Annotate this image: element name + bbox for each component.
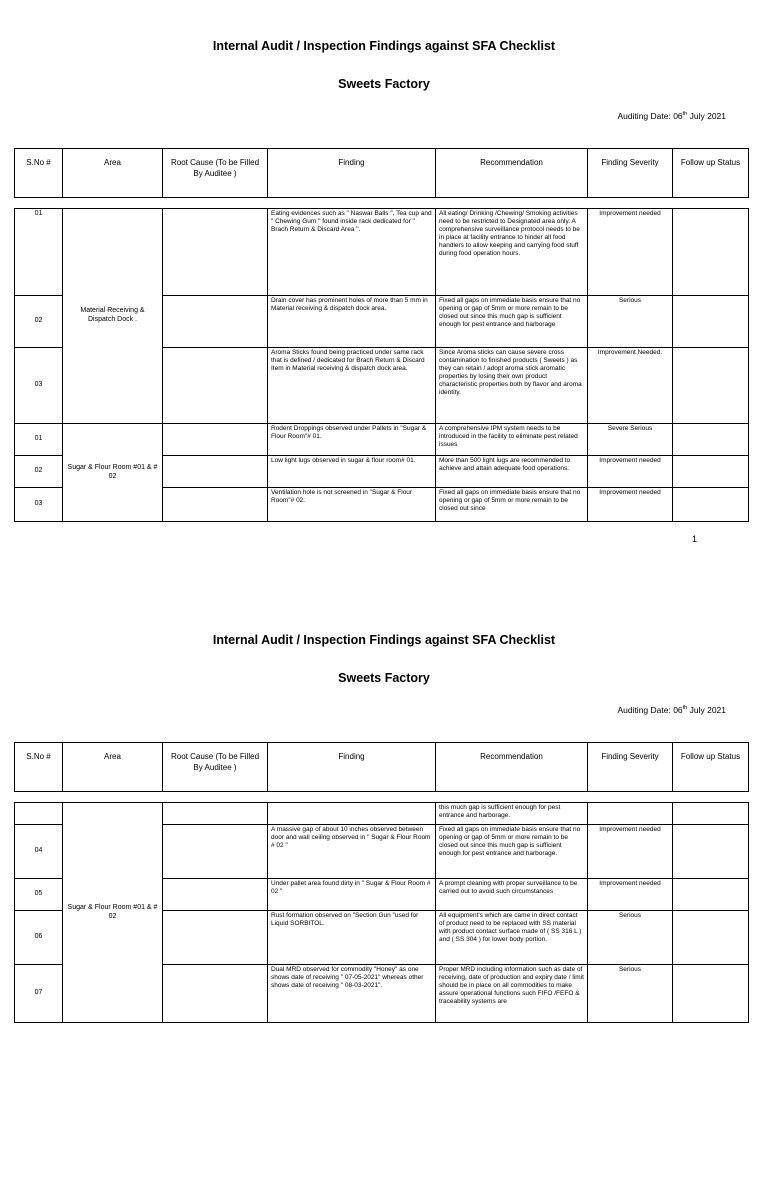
document-subtitle: Sweets Factory (338, 671, 430, 685)
severity-cell (588, 803, 673, 825)
table-row (15, 424, 749, 456)
severity-cell: Severe Serious (588, 424, 673, 456)
severity-cell: Serious (588, 911, 673, 965)
document-title: Internal Audit / Inspection Findings against SFA Checklist (212, 39, 556, 53)
finding-cell: Eating evidences such as " Naswar Balls ", Tea cup and " Chewing Gum " found inside rack dedicated for " Brach Return & Discard Area ". (268, 209, 436, 296)
header-area: Area (63, 149, 163, 198)
header-finding: Finding (268, 743, 436, 792)
follow-up-cell (673, 348, 749, 424)
header-severity: Finding Severity (588, 149, 673, 198)
root-cause-cell (163, 879, 268, 911)
follow-up-cell (673, 296, 749, 348)
severity-cell: Improvement needed (588, 825, 673, 879)
follow-up-cell (673, 879, 749, 911)
severity-cell: Improvement Needed. (588, 348, 673, 424)
finding-cell: Low light lugs observed in sugar & flour room# 01. (268, 456, 436, 488)
row-sno (15, 803, 63, 825)
severity-cell: Serious (588, 965, 673, 1023)
severity-cell: Improvement needed (588, 879, 673, 911)
follow-up-cell (673, 825, 749, 879)
finding-cell (268, 803, 436, 825)
recommendation-cell: All equipment's which are came in direct contact of product need to be replaced with SS material with product contact surface made of ( SS 316 L ) and ( SS 304 ) for lower body portion. (436, 911, 588, 965)
row-sno: 03 (15, 348, 63, 424)
header-severity: Finding Severity (588, 743, 673, 792)
recommendation-cell: this much gap is sufficient enough for pest entrance and harborage. (436, 803, 588, 825)
page-number: 1 (692, 534, 698, 544)
severity-cell: Improvement needed (588, 456, 673, 488)
area-cell: Material Receiving & Dispatch Dock . (63, 209, 163, 424)
follow-up-cell (673, 488, 749, 522)
row-sno: 06 (15, 911, 63, 965)
page-2 (0, 594, 768, 1188)
follow-up-cell (673, 803, 749, 825)
finding-cell: Drain cover has prominent holes of more than 5 mm in Material receiving & dispatch dock area. (268, 296, 436, 348)
finding-cell: Rust formation observed on "Section Gun "used for Liquid SORBITOL. (268, 911, 436, 965)
severity-cell: Improvement needed (588, 488, 673, 522)
root-cause-cell (163, 488, 268, 522)
header-table (14, 148, 749, 198)
finding-cell: Rodent Droppings observed under Pallets in "Sugar & Flour Room"# 01. (268, 424, 436, 456)
document-subtitle: Sweets Factory (338, 77, 430, 91)
auditing-date: Auditing Date: 06th July 2021 (617, 705, 726, 715)
row-sno: 01 (15, 424, 63, 456)
row-sno: 02 (15, 456, 63, 488)
table-row (15, 209, 749, 296)
follow-up-cell (673, 424, 749, 456)
row-sno: 07 (15, 965, 63, 1023)
header-recommendation: Recommendation (436, 149, 588, 198)
row-sno: 04 (15, 825, 63, 879)
area-cell: Sugar & Flour Room #01 & # 02 (63, 803, 163, 1023)
recommendation-cell: Fixed all gaps on immediate basis ensure that no opening or gap of 5mm or more remain to be closed out since (436, 488, 588, 522)
finding-cell: A massive gap of about 10 inches observed between door and wall ceiling observed in " Sugar & Flour Room # 02 " (268, 825, 436, 879)
root-cause-cell (163, 296, 268, 348)
root-cause-cell (163, 209, 268, 296)
area-cell: Sugar & Flour Room #01 & # 02 (63, 424, 163, 522)
findings-table (14, 802, 749, 1023)
recommendation-cell: Fixed all gaps on immediate basis ensure that no opening or gap of 5mm or more remain to be closed out since this much gap is sufficient enough for pest entrance and harborage. (436, 825, 588, 879)
follow-up-cell (673, 456, 749, 488)
row-sno: 05 (15, 879, 63, 911)
severity-cell: Serious (588, 296, 673, 348)
root-cause-cell (163, 348, 268, 424)
row-sno: 01 (15, 209, 63, 296)
root-cause-cell (163, 911, 268, 965)
row-sno: 03 (15, 488, 63, 522)
finding-cell: Ventilation hole is not screened in "Sugar & Flour Room"# 02. (268, 488, 436, 522)
document-title: Internal Audit / Inspection Findings against SFA Checklist (212, 633, 556, 647)
recommendation-cell: Since Aroma sticks can cause severe cross contamination to finished products ( Sweets ) as they can retain / adopt aroma stick aromatic properties by losing their own product characteristic properties both by flavor and aroma identity. (436, 348, 588, 424)
follow-up-cell (673, 911, 749, 965)
severity-cell: Improvement needed (588, 209, 673, 296)
header-sno: S.No # (15, 149, 63, 198)
finding-cell: Aroma Sticks found being practiced under same rack that is defined / dedicated for Brach Return & Discard Item in Material receiving & dispatch dock area. (268, 348, 436, 424)
root-cause-cell (163, 456, 268, 488)
recommendation-cell: All eating/ Drinking /Chewing/ Smoking activities need to be restricted to Designated area only. A comprehensive surveillance protocol needs to be in place at facility entrance to hinder all food handlers to allow keeping and carrying food stuff during food operation hours. (436, 209, 588, 296)
row-sno: 02 (15, 296, 63, 348)
header-table (14, 742, 749, 792)
header-root-cause: Root Cause (To be Filled By Auditee ) (163, 743, 268, 792)
header-follow-up: Follow up Status (673, 743, 749, 792)
follow-up-cell (673, 965, 749, 1023)
root-cause-cell (163, 803, 268, 825)
findings-table (14, 208, 749, 522)
recommendation-cell: Proper MRD including information such as date of receiving, date of production and expiry date / limit should be in place on all commodities to make assure operational functions such FIFO /FEFO & traceability systems are (436, 965, 588, 1023)
header-area: Area (63, 743, 163, 792)
finding-cell: Dual MRD observed for commodity "Honey" as one shows date of receiving " 07-05-2021" whereas other shows date of receiving " 08-03-2021". (268, 965, 436, 1023)
table-row (15, 803, 749, 825)
header-finding: Finding (268, 149, 436, 198)
follow-up-cell (673, 209, 749, 296)
root-cause-cell (163, 825, 268, 879)
root-cause-cell (163, 424, 268, 456)
auditing-date: Auditing Date: 06th July 2021 (617, 111, 726, 121)
header-recommendation: Recommendation (436, 743, 588, 792)
recommendation-cell: Fixed all gaps on immediate basis ensure that no opening or gap of 5mm or more remain to be closed out since this much gap is sufficient enough for pest entrance and harborage (436, 296, 588, 348)
recommendation-cell: A comprehensive IPM system needs to be introduced in the facility to eliminate pest related issues (436, 424, 588, 456)
header-sno: S.No # (15, 743, 63, 792)
header-root-cause: Root Cause (To be Filled By Auditee ) (163, 149, 268, 198)
root-cause-cell (163, 965, 268, 1023)
recommendation-cell: More than 500 light lugs are recommended to achieve and attain adequate food operations. (436, 456, 588, 488)
header-follow-up: Follow up Status (673, 149, 749, 198)
recommendation-cell: A prompt cleaning with proper surveillance to be carried out to avoid such circumstances (436, 879, 588, 911)
finding-cell: Under pallet area found dirty in " Sugar & Flour Room # 02 " (268, 879, 436, 911)
